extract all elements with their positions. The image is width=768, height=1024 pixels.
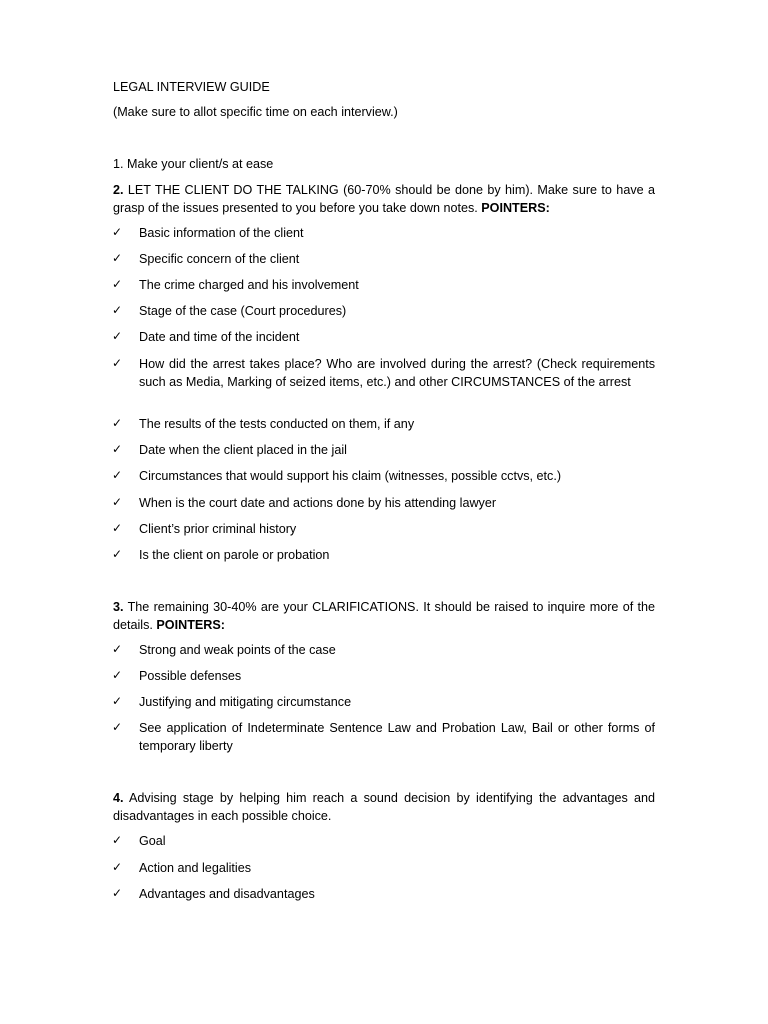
step-text: Make your client/s at ease	[123, 157, 274, 171]
check-icon: ✓	[112, 860, 123, 874]
checklist-item: Date and time of the incident	[139, 330, 300, 344]
check-icon: ✓	[112, 416, 123, 430]
checklist-item: Goal	[139, 834, 166, 848]
check-icon: ✓	[112, 694, 123, 708]
check-icon: ✓	[112, 225, 123, 239]
check-icon: ✓	[112, 521, 123, 535]
checklist-item: How did the arrest takes place? Who are involved during the arrest? (Check requirements such as Media, Marking of seized items, etc.) and other CIRCUMSTANCES of the arrest	[139, 357, 655, 389]
checklist-item: Basic information of the client	[139, 226, 304, 240]
check-icon: ✓	[112, 833, 123, 847]
checklist-item: Date when the client placed in the jail	[139, 443, 347, 457]
pointers-label: POINTERS:	[481, 200, 550, 215]
checklist-item: Justifying and mitigating circumstance	[139, 695, 352, 709]
check-icon: ✓	[112, 356, 123, 370]
check-icon: ✓	[112, 442, 123, 456]
step-number: 4.	[113, 791, 124, 805]
step-4	[113, 790, 655, 825]
checklist-item: Advantages and disadvantages	[139, 887, 315, 901]
checklist-item: Client’s prior criminal history	[139, 522, 297, 536]
checklist-item: Possible defenses	[139, 669, 242, 683]
pointers-label: POINTERS:	[156, 617, 225, 632]
step-number: 3.	[113, 600, 124, 614]
checklist-item: The crime charged and his involvement	[139, 278, 359, 292]
step-text: LET THE CLIENT DO THE TALKING (60-70% should be done by him). Make sure to have a grasp of the issues presented to you before you take down notes.	[113, 183, 655, 215]
step-number: 1.	[113, 157, 124, 171]
check-icon: ✓	[112, 720, 123, 734]
step-1	[113, 156, 655, 174]
step-2	[113, 182, 655, 217]
checklist-item: When is the court date and actions done by his attending lawyer	[139, 496, 497, 510]
checklist-item: Specific concern of the client	[139, 252, 300, 266]
document-subtitle: (Make sure to allot specific time on each interview.)	[113, 105, 398, 119]
check-icon: ✓	[112, 668, 123, 682]
checklist-item: Stage of the case (Court procedures)	[139, 304, 347, 318]
checklist-item: Is the client on parole or probation	[139, 548, 330, 562]
checklist-item: See application of Indeterminate Sentence Law and Probation Law, Bail or other forms of temporary liberty	[139, 721, 655, 753]
step-3	[113, 599, 655, 634]
check-icon: ✓	[112, 495, 123, 509]
step-text: Advising stage by helping him reach a sound decision by identifying the advantages and disadvantages in each possible choice.	[113, 791, 655, 823]
checklist-item: The results of the tests conducted on them, if any	[139, 417, 415, 431]
check-icon: ✓	[112, 642, 123, 656]
check-icon: ✓	[112, 251, 123, 265]
check-icon: ✓	[112, 303, 123, 317]
check-icon: ✓	[112, 277, 123, 291]
check-icon: ✓	[112, 468, 123, 482]
check-icon: ✓	[112, 886, 123, 900]
checklist-item: Strong and weak points of the case	[139, 643, 336, 657]
document-title: LEGAL INTERVIEW GUIDE	[113, 80, 270, 94]
step-number: 2.	[113, 183, 124, 197]
step-text: The remaining 30-40% are your CLARIFICATIONS. It should be raised to inquire more of the details.	[113, 600, 655, 632]
check-icon: ✓	[112, 547, 123, 561]
check-icon: ✓	[112, 329, 123, 343]
checklist-item: Circumstances that would support his claim (witnesses, possible cctvs, etc.)	[139, 469, 562, 483]
checklist-item: Action and legalities	[139, 861, 252, 875]
